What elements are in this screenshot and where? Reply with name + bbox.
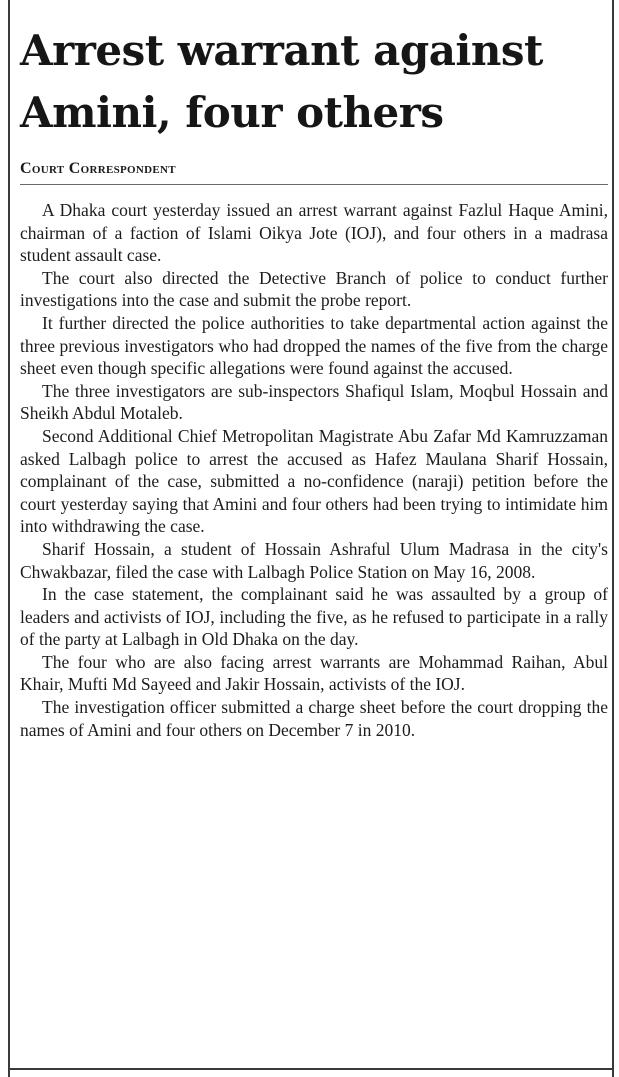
paragraph: The three investigators are sub-inspectors Shafiqul Islam, Moqbul Hossain and Sheikh Abdul Motaleb. xyxy=(20,380,608,424)
column-rule-bottom xyxy=(8,1068,614,1070)
paragraph: Second Additional Chief Metropolitan Magistrate Abu Zafar Md Kamruzzaman asked Lalbagh police to arrest the accused as Hafez Maulana Sharif Hossain, complainant of the case, submitted a no-confidence (naraji) petition before the court yesterday saying that Amini and four others had been trying to intimidate him into withdrawing the case. xyxy=(20,425,608,537)
paragraph: The investigation officer submitted a charge sheet before the court dropping the names of Amini and four others on December 7 in 2010. xyxy=(20,697,608,740)
paragraph: A Dhaka court yesterday issued an arrest warrant against Fazlul Haque Amini, chairman of a faction of Islami Oikya Jote (IOJ), and four others in a madrasa student assault case. xyxy=(20,200,608,266)
paragraph: Sharif Hossain, a student of Hossain Ashraful Ulum Madrasa in the city's Chwakbazar, filed the case with Lalbagh Police Station on May 16, 2008. xyxy=(20,538,608,582)
article-body xyxy=(20,199,608,741)
byline: Court Correspondent xyxy=(20,160,176,177)
paragraph: The court also directed the Detective Branch of police to conduct further investigations into the case and submit the probe report. xyxy=(20,267,608,311)
paragraph: The four who are also facing arrest warrants are Mohammad Raihan, Abul Khair, Mufti Md Sayeed and Jakir Hossain, activists of the IOJ. xyxy=(20,651,608,695)
headline: Arrest warrant against Amini, four others xyxy=(20,26,543,137)
column-rule-right xyxy=(612,0,614,1077)
column-rule-left xyxy=(8,0,10,1077)
byline-bar xyxy=(20,158,608,185)
paragraph: It further directed the police authorities to take departmental action against the three previous investigators who had dropped the names of the five from the charge sheet even though specific allegations were found against the accused. xyxy=(20,312,608,379)
news-article xyxy=(20,20,608,741)
paragraph: In the case statement, the complainant said he was assaulted by a group of leaders and activists of IOJ, including the five, as he refused to participate in a rally of the party at Lalbagh in Old Dhaka on the day. xyxy=(20,584,608,650)
